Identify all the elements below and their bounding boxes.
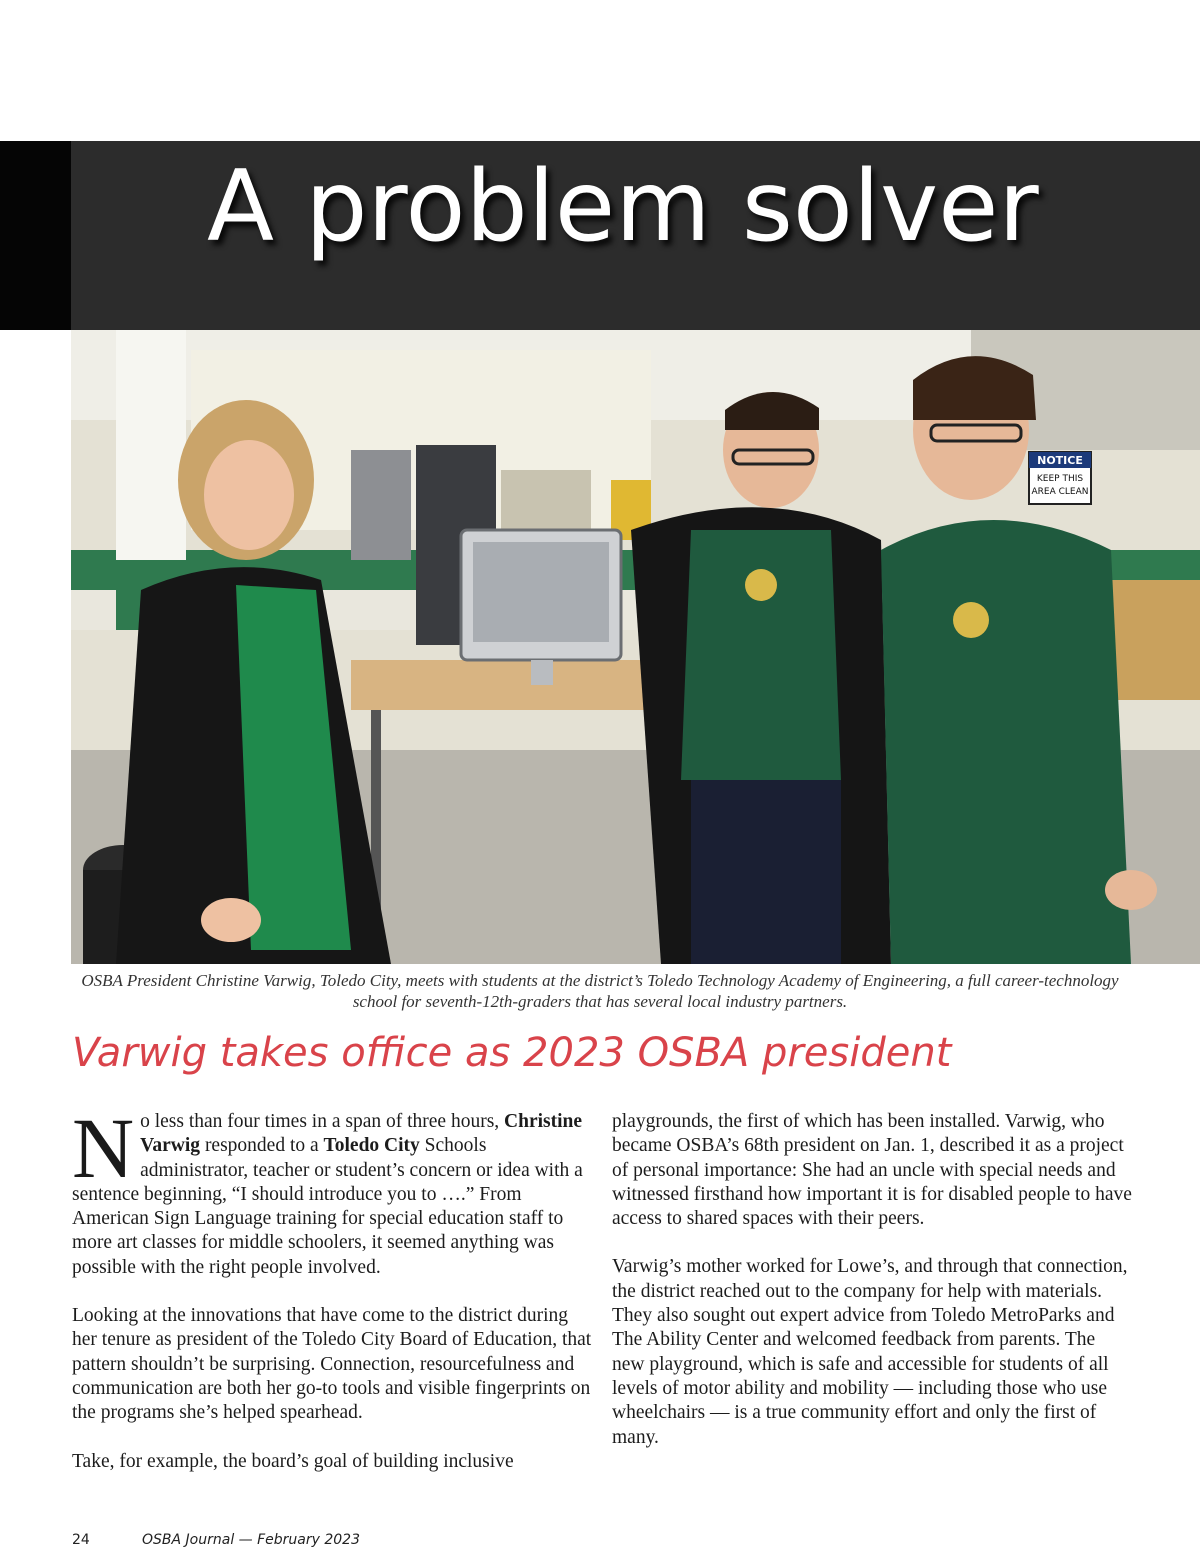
article-paragraph: Take, for example, the board’s goal of building inclusive (72, 1450, 514, 1472)
notice-sign-line2: KEEP THIS (1036, 474, 1084, 484)
headline: A problem solver (207, 150, 1039, 264)
photo-caption: OSBA President Christine Varwig, Toledo City, meets with students at the district’s Toledo Technology Academy of Engineering, a full career-technology school for seventh-12th-graders that has several local industry partners. (81, 971, 1119, 1011)
photo-illustration (71, 330, 1200, 964)
page-number: 24 (72, 1532, 90, 1548)
journal-footer: OSBA Journal — February 2023 (142, 1532, 360, 1548)
article-column-right (612, 1110, 1132, 1474)
notice-sign-title: NOTICE (1037, 454, 1083, 467)
paragraph-text: Schools administrator, teacher or student’s concern or idea with a sentence beginning, “I should introduce you to ….” From American Sign Language training for special education staff to more art classes for middle schoolers, it seemed anything was possible with the right people involved. (72, 1135, 583, 1278)
article-paragraph: Looking at the innovations that have come to the district during her tenure as president of the Toledo City Board of Education, that pattern shouldn’t be surprising. Connection, resourcefulness and communication are both her go-to tools and visible fingerprints on the programs she’s helped spearhead. (72, 1305, 592, 1424)
article-paragraph: Varwig’s mother worked for Lowe’s, and through that connection, the district reached out to the company for help with materials. They also sought out expert advice from Toledo MetroParks and The Ability Center and welcomed feedback from parents. The new playground, which is safe and accessible for students of all levels of motor ability and mobility — including those who use wheelchairs — is a true community effort and only the first of many. (612, 1256, 1128, 1448)
article-paragraph: playgrounds, the first of which has been installed. Varwig, who became OSBA’s 68th president on Jan. 1, described it as a project of personal importance: She had an uncle with special needs and witnessed firsthand how important it is for disabled people to have access to shared spaces with their peers. (612, 1111, 1132, 1230)
article-paragraph (72, 1100, 592, 1280)
paragraph-text: responded to a (200, 1135, 324, 1157)
paragraph-text: o less than four times in a span of three hours, (140, 1111, 505, 1132)
person-name: Christine Varwig (140, 1111, 583, 1157)
article-column-left (72, 1100, 592, 1498)
side-tab-block (0, 141, 71, 330)
drop-cap: N (72, 1100, 135, 1196)
notice-sign-line3: AREA CLEAN (1031, 487, 1089, 497)
district-name: Toledo City (323, 1135, 420, 1157)
feature-photo (71, 330, 1200, 964)
article-subheadline: Varwig takes office as 2023 OSBA president (72, 1030, 952, 1076)
